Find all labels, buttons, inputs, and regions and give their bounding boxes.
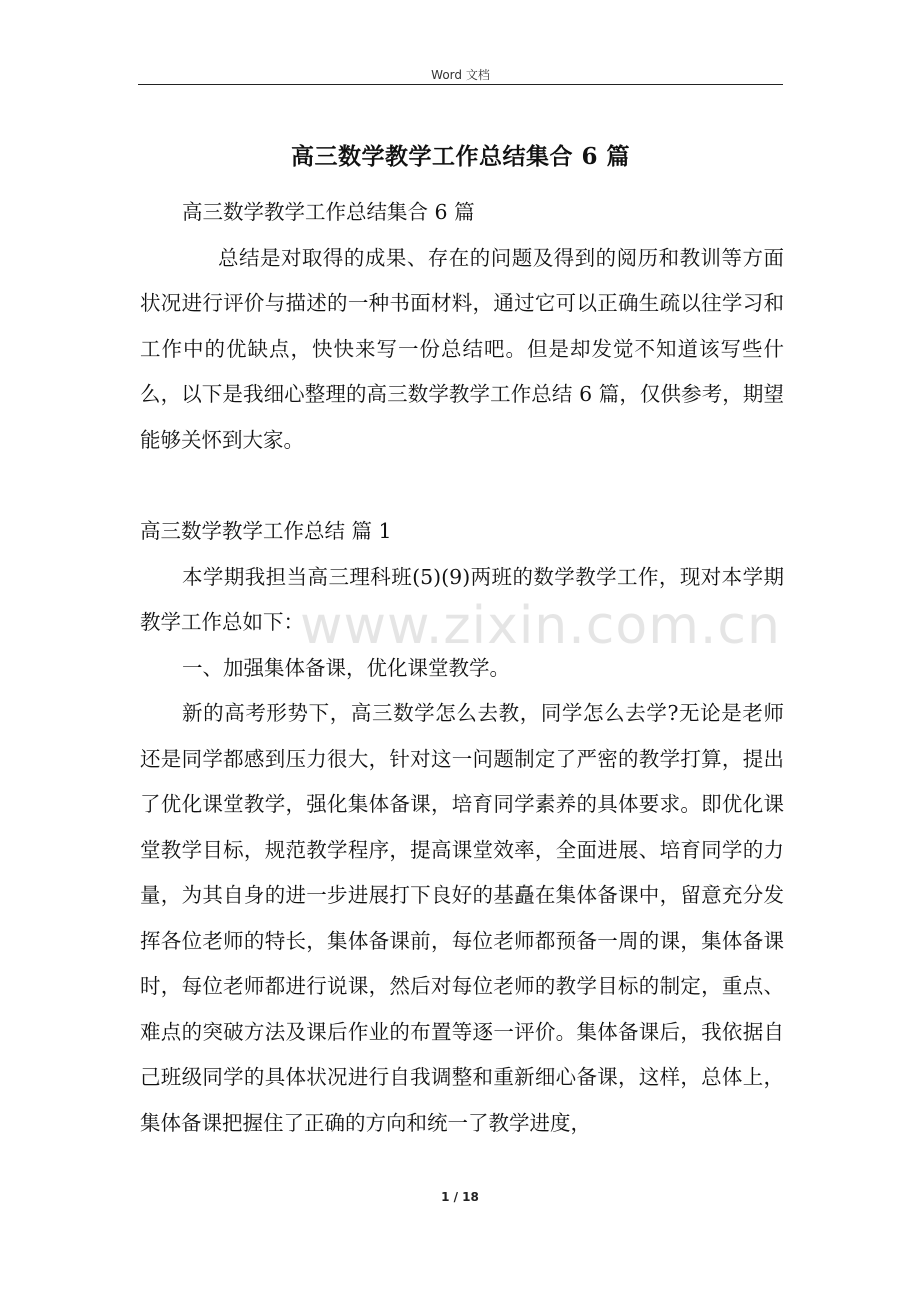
page-header: Word 文档 [431,68,490,82]
document-title: 高三数学教学工作总结集合 6 篇 [290,143,631,170]
page-number: 1 / 18 [441,1190,479,1204]
watermark: www.zixin.com.cn [300,596,781,656]
header-divider [138,84,783,85]
intro-paragraph: 总结是对取得的成果、存在的问题及得到的阅历和教训等方面状况进行评价与描述的一种书面材料，通过它可以正确生疏以往学习和工作中的优缺点，快快来写一份总结吧。但是却发觉不知道该写些什么，以下是我细心整理的高三数学教学工作总结 6 篇，仅供参考，期望能够关怀到大家。 [140,245,784,452]
section-heading: 高三数学教学工作总结 篇 1 [140,519,392,543]
subsection-heading: 一、加强集体备课，优化课堂教学。 [182,655,510,680]
subtitle-paragraph: 高三数学教学工作总结集合 6 篇 [182,200,475,224]
body-paragraph: 新的高考形势下，高三数学怎么去教，同学怎么去学?无论是老师还是同学都感到压力很大，针对这一问题制定了严密的教学打算，提出了优化课堂教学，强化集体备课，培育同学素养的具体要求。即优化课堂教学目标，规范教学程序，提高课堂效率，全面进展、培育同学的力量，为其自身的进一步进展打下良好的基矗在集体备课中，留意充分发挥各位老师的特长，集体备课前，每位老师都预备一周的课，集体备课时，每位老师都进行说课，然后对每位老师的教学目标的制定，重点、难点的突破方法及课后作业的布置等逐一评价。集体备课后，我依据自己班级同学的具体状况进行自我调整和重新细心备课，这样，总体上，集体备课把握住了正确的方向和统一了教学进度， [140,701,784,1135]
body-paragraph: 本学期我担当高三理科班(5)(9)两班的数学教学工作，现对本学期教学工作总如下： [140,564,784,634]
document-body [140,190,784,1146]
